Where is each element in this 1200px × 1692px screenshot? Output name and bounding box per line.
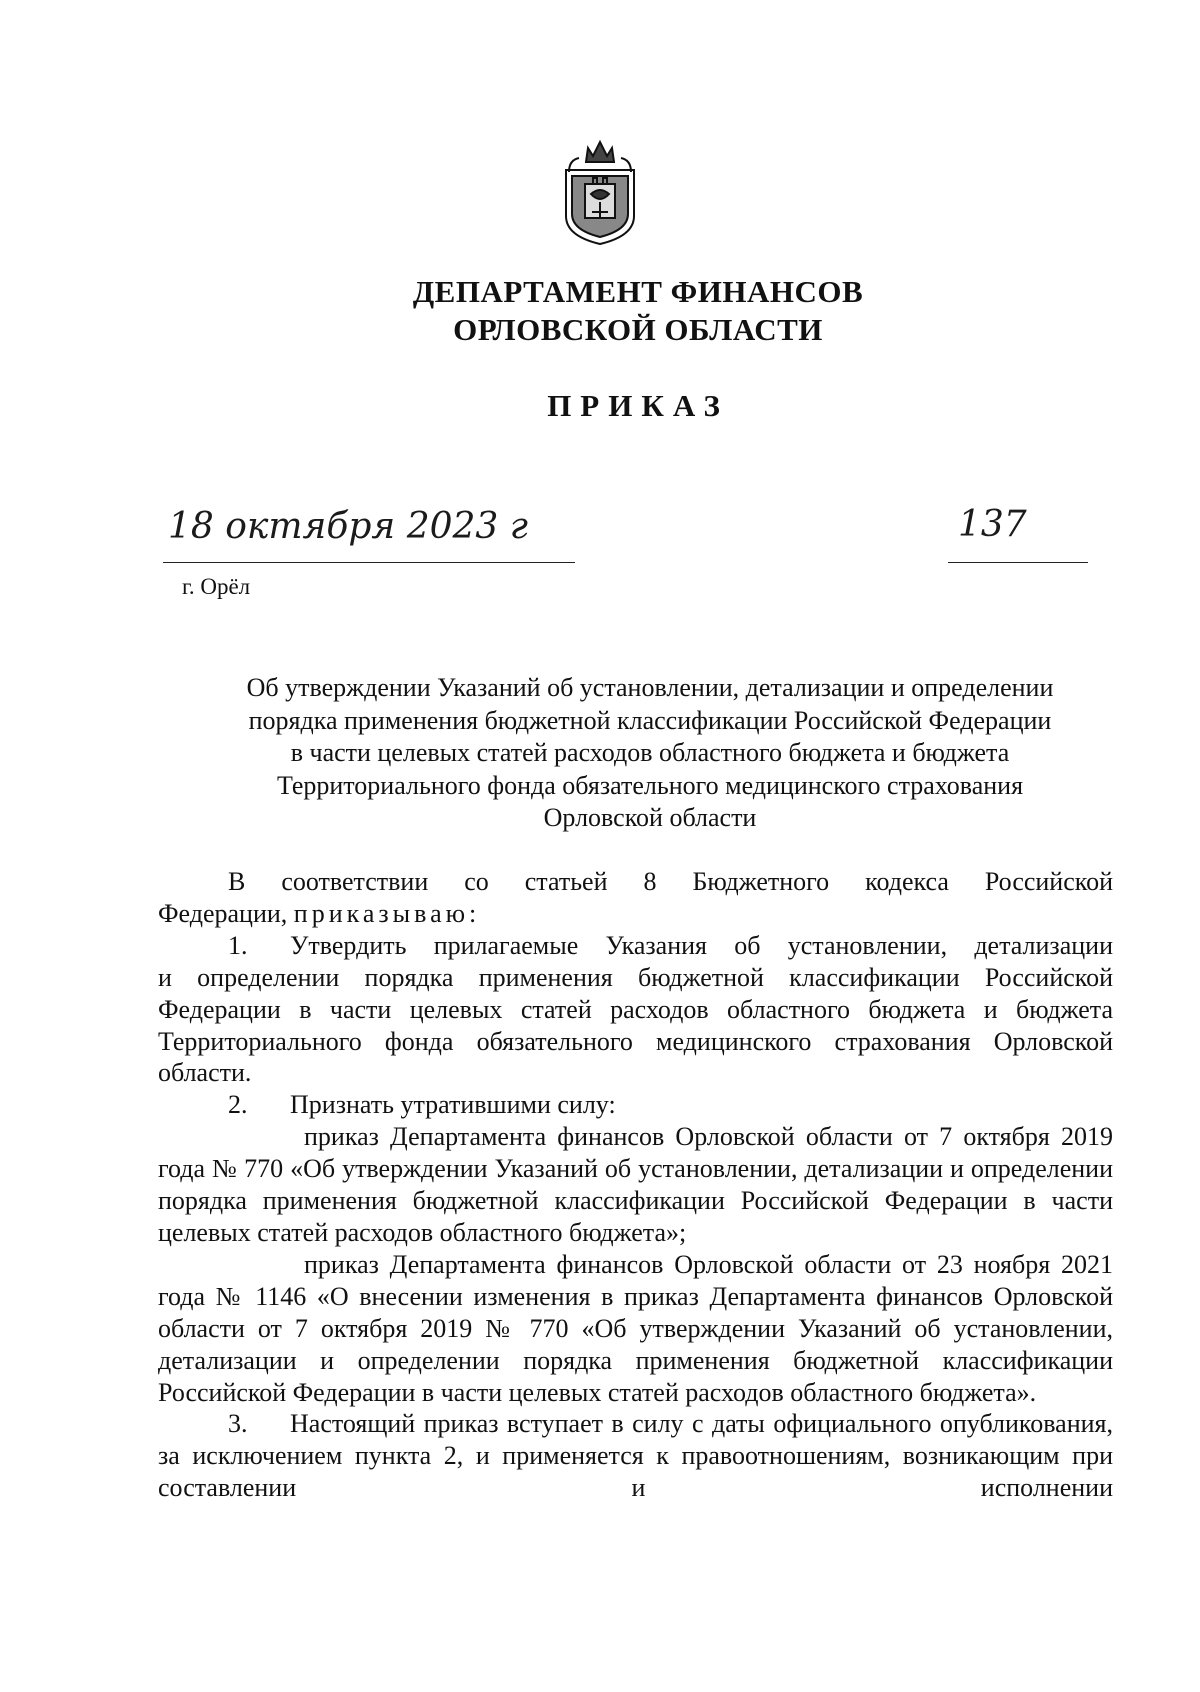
item-2 bbox=[158, 1089, 1113, 1121]
handwritten-number: 137 bbox=[958, 504, 1027, 545]
document-body bbox=[158, 866, 1113, 1504]
title-line: в части целевых статей расходов областного бюджета и бюджета bbox=[290, 738, 1010, 768]
order-keyword: приказываю: bbox=[293, 898, 481, 928]
intro-text: В соответствии со статьей 8 Бюджетного кодекса Российской bbox=[228, 867, 1113, 896]
document-type: ПРИКАЗ bbox=[547, 388, 729, 423]
coat-of-arms-icon bbox=[555, 128, 645, 248]
intro-continuation bbox=[158, 898, 1113, 930]
city-label: г. Орёл bbox=[182, 574, 251, 599]
title-line: Об утверждении Указаний об установлении, детализации и определении bbox=[246, 673, 1054, 702]
title-line: Орловской области bbox=[543, 803, 757, 833]
number-underline bbox=[948, 562, 1088, 563]
intro-paragraph bbox=[158, 866, 1113, 898]
item-1-rest: и определении порядка применения бюджетной классификации Российской Федерации в части целевых статей расходов областного бюджета и бюджета Территориального фонда обязательного медицинского страхования Орловской области. bbox=[158, 962, 1113, 1088]
document-title bbox=[150, 672, 1150, 835]
title-line: Территориального фонда обязательного медицинского страхования bbox=[276, 770, 1024, 800]
org-name-line1: ДЕПАРТАМЕНТ ФИНАНСОВ bbox=[412, 274, 864, 309]
item-3-text: Настоящий приказ вступает в силу с даты официального опубликования, за исключением пункта 2, и применяется к правоотношениям, возникающим при составлении и исполнении bbox=[158, 1409, 1113, 1503]
item-2-sub-2-text: приказ Департамента финансов Орловской области от 23 ноября 2021 года № 1146 «О внесении изменения в приказ Департамента финансов Орловской области от 7 октября 2019 № 770 «Об утверждении Указаний об установлении, детализации и определении порядка применения бюджетной классификации Российской Федерации в части целевых статей расходов областного бюджета». bbox=[158, 1249, 1113, 1407]
item-3-number: 3. bbox=[228, 1409, 248, 1439]
handwritten-date: 18 октября 2023 г bbox=[168, 506, 528, 547]
item-1-first-line bbox=[158, 930, 1113, 962]
item-2-sub-1-text: приказ Департамента финансов Орловской области от 7 октября 2019 года № 770 «Об утверждении Указаний об установлении, детализации и определении порядка применения бюджетной классификации Российской Федерации в части целевых статей расходов областного бюджета»; bbox=[158, 1122, 1113, 1247]
item-2-number: 2. bbox=[228, 1090, 248, 1120]
date-underline bbox=[163, 562, 575, 563]
item-1-number: 1. bbox=[228, 930, 248, 960]
item-1-first-text: Утвердить прилагаемые Указания об установлении, детализации bbox=[290, 930, 1113, 960]
item-2-sub-1 bbox=[158, 1121, 1113, 1249]
item-2-text: Признать утратившими силу: bbox=[290, 1090, 616, 1120]
org-name-line2: ОРЛОВСКОЙ ОБЛАСТИ bbox=[453, 312, 823, 347]
title-line: порядка применения бюджетной классификации Российской Федерации bbox=[248, 705, 1052, 735]
intro-cont-text: Федерации, bbox=[158, 898, 288, 928]
item-3 bbox=[158, 1408, 1113, 1504]
item-2-sub-2 bbox=[158, 1249, 1113, 1409]
